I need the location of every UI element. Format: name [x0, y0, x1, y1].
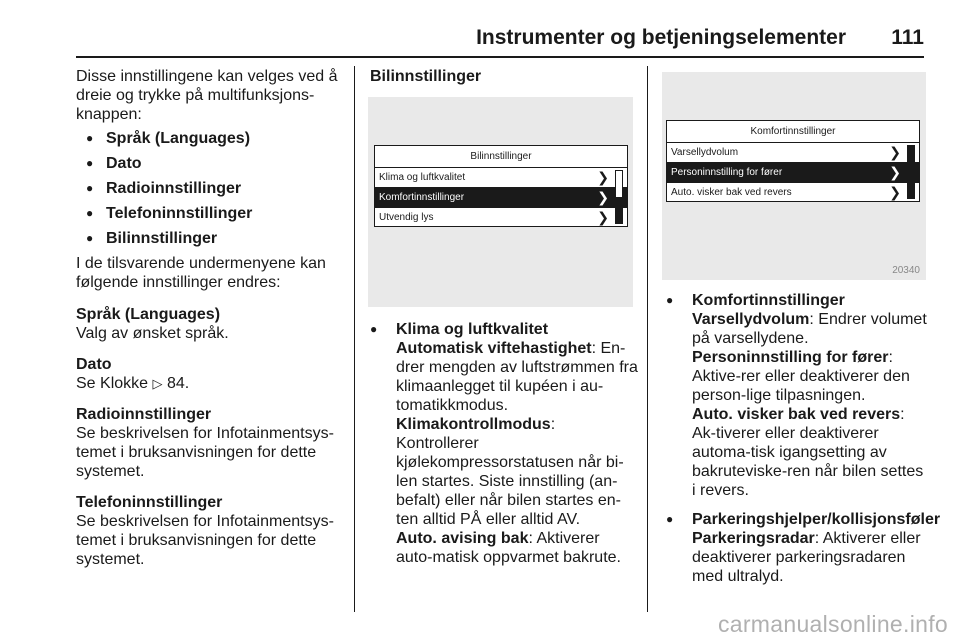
menu-row-label: Personinnstilling for fører: [671, 167, 783, 178]
left-column: [76, 67, 344, 569]
image-id: 20340: [892, 265, 920, 276]
section-date: [76, 355, 344, 393]
column-divider-1: [354, 66, 355, 612]
menu-scrollbar: [907, 145, 915, 199]
submenu-text: I de tilsvarende undermenyene kan følgende innstillinger endres:: [76, 255, 326, 291]
chevron-right-icon: ❯: [889, 164, 901, 180]
section-heading: Radioinnstillinger: [76, 406, 212, 423]
item-climate: ● Klima og luftkvalitet Automatisk viftehastighet: En-drer mengden av luftstrømmen fra klimaanlegget til kupéen i au-tomatikkmodus. Klimakontrollmodus: Kontrollerer kjølekompressorstatusen når bi-len startes. Siste innstilling (an-befalt) eller når bilen startes en-ten alltid PÅ eller alltid AV. Auto. avising bak: Aktiverer auto-matisk oppvarmet bakrute.: [370, 321, 638, 566]
menu-row-comfort: [375, 188, 627, 208]
menu-row-label: Varsellydvolum: [671, 147, 739, 158]
item-sub: Varsellydvolum: Endrer volumet på varsellydene.: [692, 311, 927, 347]
section-heading: Bilinnstillinger: [370, 68, 482, 85]
screen-image-vehicle-settings: [368, 97, 633, 307]
section-text: Valg av ønsket språk.: [76, 325, 229, 342]
menu-row-climate: [375, 168, 627, 188]
chevron-right-icon: ❯: [889, 144, 901, 160]
screen-image-comfort-settings: [662, 72, 926, 280]
item-title: Klima og luftkvalitet: [396, 321, 549, 338]
chevron-right-icon: ❯: [889, 184, 901, 200]
menu-row-label: Utvendig lys: [379, 212, 434, 223]
menu-title: Bilinnstillinger: [375, 146, 627, 168]
middle-column: [370, 320, 638, 567]
section-radio: [76, 405, 344, 481]
item-sub: Parkeringsradar: Aktiverer eller deaktiverer parkeringsradaren med ultralyd.: [692, 530, 921, 585]
page-header: [76, 26, 924, 54]
section-phone: [76, 493, 344, 569]
section-language: [76, 305, 344, 343]
list-item: ● Dato: [76, 154, 344, 173]
menu-row-rear-wiper: [667, 183, 919, 202]
middle-heading-block: [370, 67, 638, 86]
menu-vehicle-settings: [374, 145, 628, 227]
chevron-right-icon: ❯: [597, 169, 609, 185]
menu-scrollbar: [615, 170, 623, 224]
chevron-right-icon: ❯: [597, 189, 609, 205]
column-divider-2: [647, 66, 648, 612]
item-sub: Auto. visker bak ved revers: Ak-tiverer eller deaktiverer automa-tisk igangsetting av bakruteviske-ren når bilen settes i revers.: [692, 406, 924, 499]
chevron-right-icon: ❯: [597, 209, 609, 225]
item-sub: Automatisk viftehastighet: En-drer mengden av luftstrømmen fra klimaanlegget til kupéen i au-tomatikkmodus.: [396, 340, 638, 414]
menu-scrollbar-thumb: [908, 146, 914, 198]
section-heading: Dato: [76, 356, 112, 373]
menu-row-alert-volume: [667, 143, 919, 163]
menu-row-label: Komfortinnstillinger: [379, 192, 465, 203]
menu-row-label: Klima og luftkvalitet: [379, 172, 466, 183]
page-number: 111: [891, 26, 924, 49]
list-item: ● Radioinnstillinger: [76, 179, 344, 198]
item-sub: Auto. avising bak: Aktiverer auto-matisk oppvarmet bakrute.: [396, 530, 621, 566]
page-ref-icon: ▷: [152, 376, 163, 391]
section-text: [76, 374, 344, 393]
list-item: ● Bilinnstillinger: [76, 229, 344, 248]
date-ref-label: Se Klokke: [76, 375, 149, 392]
menu-title: Komfortinnstillinger: [667, 121, 919, 143]
list-item: ● Telefoninnstillinger: [76, 204, 344, 223]
menu-row-label: Auto. visker bak ved revers: [671, 187, 792, 198]
section-text: Se beskrivelsen for Infotainmentsys-temet i bruksanvisningen for dette systemet.: [76, 425, 334, 480]
menu-comfort-settings: [666, 120, 920, 202]
right-column: [666, 291, 941, 586]
section-heading: Telefoninnstillinger: [76, 494, 223, 511]
item-parking: ● Parkeringshjelper/kollisjonsføler Parkeringsradar: Aktiverer eller deaktiverer parkeringsradaren med ultralyd.: [666, 511, 941, 585]
menu-row-exterior-lights: [375, 208, 627, 227]
intro-text: Disse innstillingene kan velges ved å dreie og trykke på multifunksjons-knappen:: [76, 68, 338, 123]
watermark: carmanualsonline.info: [717, 611, 948, 637]
section-heading: Språk (Languages): [76, 306, 221, 323]
header-rule: [76, 56, 924, 58]
settings-list: [76, 129, 344, 248]
menu-scrollbar-thumb: [616, 197, 622, 223]
item-comfort: ● Komfortinnstillinger Varsellydvolum: Endrer volumet på varsellydene. Personinnstilling for fører: Aktive-rer eller deaktiverer den person-lige tilpasningen. Auto. visker bak ved revers: Ak-tiverer eller deaktiverer automa-tisk igangsetting av bakruteviske-ren når bilen settes i revers.: [666, 292, 927, 499]
item-sub: Personinnstilling for fører: Aktive-rer eller deaktiverer den person-lige tilpasningen.: [692, 349, 910, 404]
section-text: Se beskrivelsen for Infotainmentsys-temet i bruksanvisningen for dette systemet.: [76, 513, 334, 568]
chapter-title: Instrumenter og betjeningselementer: [476, 26, 846, 49]
menu-row-driver-personalization: [667, 163, 919, 183]
item-sub: Klimakontrollmodus: Kontrollerer kjølekompressorstatusen når bi-len startes. Siste innstilling (an-befalt) eller når bilen startes en-ten alltid PÅ eller alltid AV.: [396, 416, 624, 528]
date-ref-page: 84.: [166, 375, 190, 392]
list-item: ● Språk (Languages): [76, 129, 344, 148]
item-title: Parkeringshjelper/kollisjonsføler: [692, 511, 941, 528]
item-title: Komfortinnstillinger: [692, 292, 845, 309]
